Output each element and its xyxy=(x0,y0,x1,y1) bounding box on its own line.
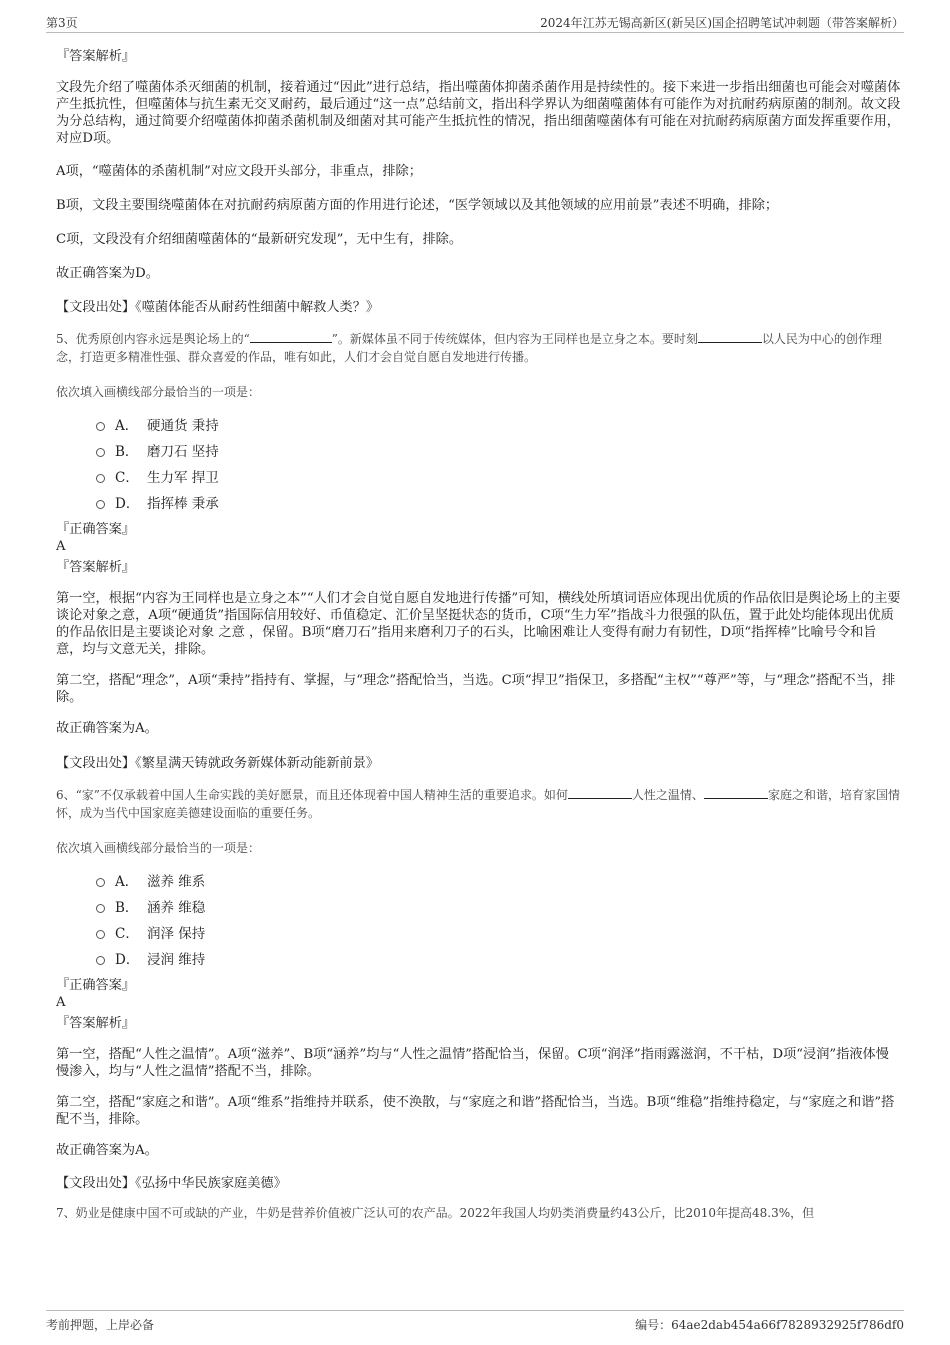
question-5-text-1: 5、优秀原创内容永远是舆论场上的“ xyxy=(56,332,250,346)
correct-answer-label: 『正确答案』 xyxy=(56,522,136,537)
correct-answer: A xyxy=(56,995,66,1010)
source-citation: 【文段出处】《繁星满天铸就政务新媒体新动能新前景》 xyxy=(56,756,380,771)
radio-button[interactable] xyxy=(96,904,105,913)
radio-button[interactable] xyxy=(96,930,105,939)
analysis-text: 第二空，搭配“家庭之和谐”。A项“维系”指维持并联系，使不涣散，与“家庭之和谐”搭配恰当，当选。B项“维稳”指维持稳定，与“家庭之和谐”搭配不当，排除。 xyxy=(56,1095,895,1127)
page-footer xyxy=(46,1310,904,1335)
question-7: 7、奶业是健康中国不可或缺的产业，牛奶是营养价值被广泛认可的农产品。2022年我国人均奶类消费量约43公斤，比2010年提高48.3%，但 xyxy=(56,1206,815,1220)
analysis-label: 『答案解析』 xyxy=(56,49,136,64)
page-content xyxy=(56,44,902,1222)
document-title: 2024年江苏无锡高新区(新吴区)国企招聘笔试冲刺题（带答案解析） xyxy=(540,16,904,30)
question-6-text-3: 家庭之和谐，培育家国情怀，成为当代中国家庭美德建设面临的重要任务。 xyxy=(56,788,900,820)
radio-button[interactable] xyxy=(96,956,105,965)
radio-button[interactable] xyxy=(96,422,105,431)
source-citation: 【文段出处】《弘扬中华民族家庭美德》 xyxy=(56,1176,287,1191)
option-c[interactable]: C． 生力军 捍卫 xyxy=(96,465,902,491)
question-6-instruction: 依次填入画横线部分最恰当的一项是： xyxy=(56,841,261,855)
radio-button[interactable] xyxy=(96,448,105,457)
analysis-label: 『答案解析』 xyxy=(56,560,136,575)
source-citation: 【文段出处】《噬菌体能否从耐药性细菌中解救人类？》 xyxy=(56,300,380,315)
option-a[interactable]: A． 硬通货 秉持 xyxy=(96,413,902,439)
analysis-text: 文段先介绍了噬菌体杀灭细菌的机制，接着通过“因此”进行总结，指出噬菌体抑菌杀菌作用是持续性的。接下来进一步指出细菌也可能会对噬菌体产生抵抗性，但噬菌体与抗生素无交叉耐药，最后通过“这一点”总结前文，指出科学界认为细菌噬菌体有可能作为对抗耐药病原菌的制剂。故文段为分总结构，通过简要介绍噬菌体抑菌杀菌机制及细菌对其可能产生抵抗性的情况，指出细菌噬菌体有可能在对抗耐药病原菌方面发挥重要作用，对应D项。 xyxy=(56,80,901,146)
question-5-options xyxy=(56,413,902,517)
correct-answer-label: 『正确答案』 xyxy=(56,978,136,993)
radio-button[interactable] xyxy=(96,474,105,483)
blank-1 xyxy=(250,330,332,343)
analysis-option-a: A项，“噬菌体的杀菌机制”对应文段开头部分，非重点，排除； xyxy=(56,164,422,179)
document-id: 编号：64ae2dab454a66f7828932925f786df0 xyxy=(635,1318,904,1332)
analysis-text: 第一空，搭配“人性之温情”。A项“滋养”、B项“涵养”均与“人性之温情”搭配恰当，保留。C项“润泽”指雨露滋润，不干枯，D项“浸润”指液体慢慢渗入，均与“人性之温情”搭配不当，排除。 xyxy=(56,1047,889,1079)
option-d[interactable]: D． 指挥棒 秉承 xyxy=(96,491,902,517)
radio-button[interactable] xyxy=(96,878,105,887)
question-5-text-3: 以人民为中心的创作理念，打造更多精准性强、群众喜爱的作品，唯有如此，人们才会自觉自愿自发地进行传播。 xyxy=(56,332,882,364)
question-5-instruction: 依次填入画横线部分最恰当的一项是： xyxy=(56,385,261,399)
question-5-text-2: ”。新媒体虽不同于传统媒体，但内容为王同样也是立身之本。要时刻 xyxy=(331,332,698,346)
answer-statement: 故正确答案为D。 xyxy=(56,266,159,281)
question-6-options xyxy=(56,869,902,973)
analysis-option-c: C项，文段没有介绍细菌噬菌体的“最新研究发现”，无中生有，排除。 xyxy=(56,232,463,247)
correct-answer: A xyxy=(56,539,66,554)
answer-statement: 故正确答案为A。 xyxy=(56,721,158,736)
analysis-text: 第一空，根据“内容为王同样也是立身之本”“人们才会自觉自愿自发地进行传播”可知，横线处所填词语应体现出优质的作品依旧是舆论场上的主要谈论对象之意，A项“硬通货”指国际信用较好、币值稳定、汇价呈坚挺状态的货币，C项“生力军”指战斗力很强的队伍，置于此处均能体现出优质的作品依旧是主要谈论对象 之意 ，保留。B项“磨刀石”指用来磨利刀子的石头，比喻困难让人变得有耐力有韧性，D项“指挥棒”比喻号令和旨意，均与文意无关，排除。 xyxy=(56,591,901,657)
analysis-option-b: B项，文段主要围绕噬菌体在对抗耐药病原菌方面的作用进行论述，“医学领域以及其他领域的应用前景”表述不明确，排除； xyxy=(56,198,779,213)
footer-slogan: 考前押题，上岸必备 xyxy=(46,1318,155,1332)
page-number: 第3页 xyxy=(46,16,78,30)
blank-1 xyxy=(568,786,632,799)
question-6-text-1: 6、“家”不仅承载着中国人生命实践的美好愿景，而且还体现着中国人精神生活的重要追求。如何 xyxy=(56,788,568,802)
option-d[interactable]: D． 浸润 维持 xyxy=(96,947,902,973)
blank-2 xyxy=(698,330,762,343)
page-header xyxy=(46,12,904,33)
question-6-text-2: 人性之温情、 xyxy=(631,788,704,802)
option-b[interactable]: B． 涵养 维稳 xyxy=(96,895,902,921)
blank-2 xyxy=(704,786,768,799)
option-c[interactable]: C． 润泽 保持 xyxy=(96,921,902,947)
option-b[interactable]: B． 磨刀石 坚持 xyxy=(96,439,902,465)
analysis-text: 第二空，搭配“理念”，A项“秉持”指持有、掌握，与“理念”搭配恰当，当选。C项“捍卫”指保卫，多搭配“主权”“尊严”等，与“理念”搭配不当，排除。 xyxy=(56,673,896,705)
answer-statement: 故正确答案为A。 xyxy=(56,1143,158,1158)
option-a[interactable]: A． 滋养 维系 xyxy=(96,869,902,895)
question-5 xyxy=(56,330,902,366)
question-6 xyxy=(56,786,902,822)
radio-button[interactable] xyxy=(96,500,105,509)
analysis-label: 『答案解析』 xyxy=(56,1016,136,1031)
